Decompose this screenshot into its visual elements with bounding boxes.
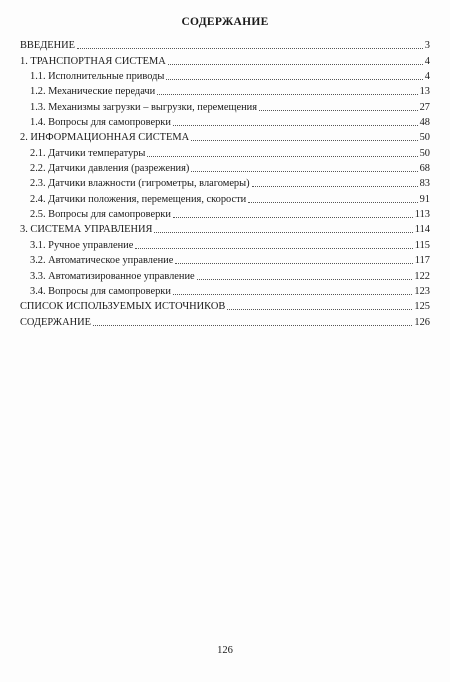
toc-entry-page: 113: [414, 209, 430, 221]
toc-entry-section-2-4: [20, 190, 430, 205]
toc-entry-section-3-1: [20, 236, 430, 251]
toc-entry-page: 13: [419, 86, 430, 98]
toc-entry-label: 1.1. Исполнительные приводы: [30, 71, 165, 83]
dot-leader: [168, 64, 423, 65]
toc-entry-label: 2.3. Датчики влажности (гигрометры, влагомеры): [30, 178, 250, 190]
dot-leader: [173, 217, 413, 218]
toc-entry-page: 117: [414, 255, 430, 267]
table-of-contents: [20, 37, 430, 329]
toc-entry-section-2-2: [20, 160, 430, 175]
dot-leader: [175, 263, 412, 264]
toc-entry-page: 50: [419, 132, 430, 144]
toc-entry-label: 1.2. Механические передачи: [30, 86, 156, 98]
toc-entry-label: 3.1. Ручное управление: [30, 239, 134, 251]
toc-entry-label: 2.5. Вопросы для самопроверки: [30, 209, 171, 221]
toc-entry-section-1-3: [20, 98, 430, 113]
toc-entry-contents: [20, 313, 430, 328]
dot-leader: [173, 294, 413, 295]
toc-entry-label: 2. ИНФОРМАЦИОННАЯ СИСТЕМА: [20, 132, 190, 144]
toc-entry-chapter-2: [20, 129, 430, 144]
toc-entry-section-3-4: [20, 283, 430, 298]
dot-leader: [157, 94, 417, 95]
toc-entry-label: ВВЕДЕНИЕ: [20, 40, 75, 52]
page-number: 126: [217, 645, 233, 656]
toc-entry-section-3-3: [20, 267, 430, 282]
toc-entry-chapter-1: [20, 52, 430, 67]
toc-entry-page: 83: [419, 178, 430, 190]
dot-leader: [154, 232, 412, 233]
toc-entry-page: 114: [414, 224, 430, 236]
dot-leader: [77, 48, 423, 49]
toc-entry-introduction: [20, 37, 430, 52]
toc-entry-page: 126: [414, 316, 430, 328]
toc-entry-page: 50: [419, 147, 430, 159]
dot-leader: [191, 140, 417, 141]
toc-entry-label: СПИСОК ИСПОЛЬЗУЕМЫХ ИСТОЧНИКОВ: [20, 301, 226, 313]
toc-entry-label: 3.2. Автоматическое управление: [30, 255, 174, 267]
toc-entry-page: 115: [414, 239, 430, 251]
toc-entry-page: 68: [419, 163, 430, 175]
toc-entry-label: 3. СИСТЕМА УПРАВЛЕНИЯ: [20, 224, 153, 236]
toc-entry-label: 2.2. Датчики давления (разрежения): [30, 163, 190, 175]
toc-entry-section-2-3: [20, 175, 430, 190]
toc-entry-label: СОДЕРЖАНИЕ: [20, 316, 91, 328]
toc-entry-section-1-4: [20, 114, 430, 129]
toc-entry-label: 2.1. Датчики температуры: [30, 147, 146, 159]
dot-leader: [147, 156, 417, 157]
dot-leader: [191, 171, 417, 172]
dot-leader: [259, 110, 418, 111]
toc-entry-label: 1. ТРАНСПОРТНАЯ СИСТЕМА: [20, 55, 166, 67]
dot-leader: [93, 325, 412, 326]
dot-leader: [135, 248, 412, 249]
toc-entry-label: 3.4. Вопросы для самопроверки: [30, 285, 171, 297]
toc-entry-section-2-1: [20, 144, 430, 159]
toc-entry-page: 4: [424, 55, 430, 67]
toc-entry-page: 122: [414, 270, 430, 282]
toc-entry-label: 1.3. Механизмы загрузки – выгрузки, перемещения: [30, 101, 257, 113]
toc-entry-section-1-2: [20, 83, 430, 98]
toc-entry-page: 125: [414, 301, 430, 313]
dot-leader: [197, 279, 413, 280]
toc-entry-page: 27: [419, 101, 430, 113]
toc-entry-page: 48: [419, 117, 430, 129]
dot-leader: [173, 125, 418, 126]
dot-leader: [252, 186, 418, 187]
toc-entry-page: 3: [424, 40, 430, 52]
toc-entry-label: 3.3. Автоматизированное управление: [30, 270, 195, 282]
toc-entry-label: 2.4. Датчики положения, перемещения, скорости: [30, 193, 247, 205]
toc-entry-page: 4: [424, 71, 430, 83]
toc-entry-section-1-1: [20, 68, 430, 83]
page-title: СОДЕРЖАНИЕ: [181, 16, 269, 28]
toc-entry-section-3-2: [20, 252, 430, 267]
toc-entry-page: 91: [419, 193, 430, 205]
dot-leader: [248, 202, 417, 203]
toc-entry-page: 123: [414, 285, 430, 297]
toc-entry-label: 1.4. Вопросы для самопроверки: [30, 117, 171, 129]
dot-leader: [227, 309, 412, 310]
toc-entry-section-2-5: [20, 206, 430, 221]
toc-entry-chapter-3: [20, 221, 430, 236]
dot-leader: [166, 79, 422, 80]
toc-entry-references: [20, 298, 430, 313]
